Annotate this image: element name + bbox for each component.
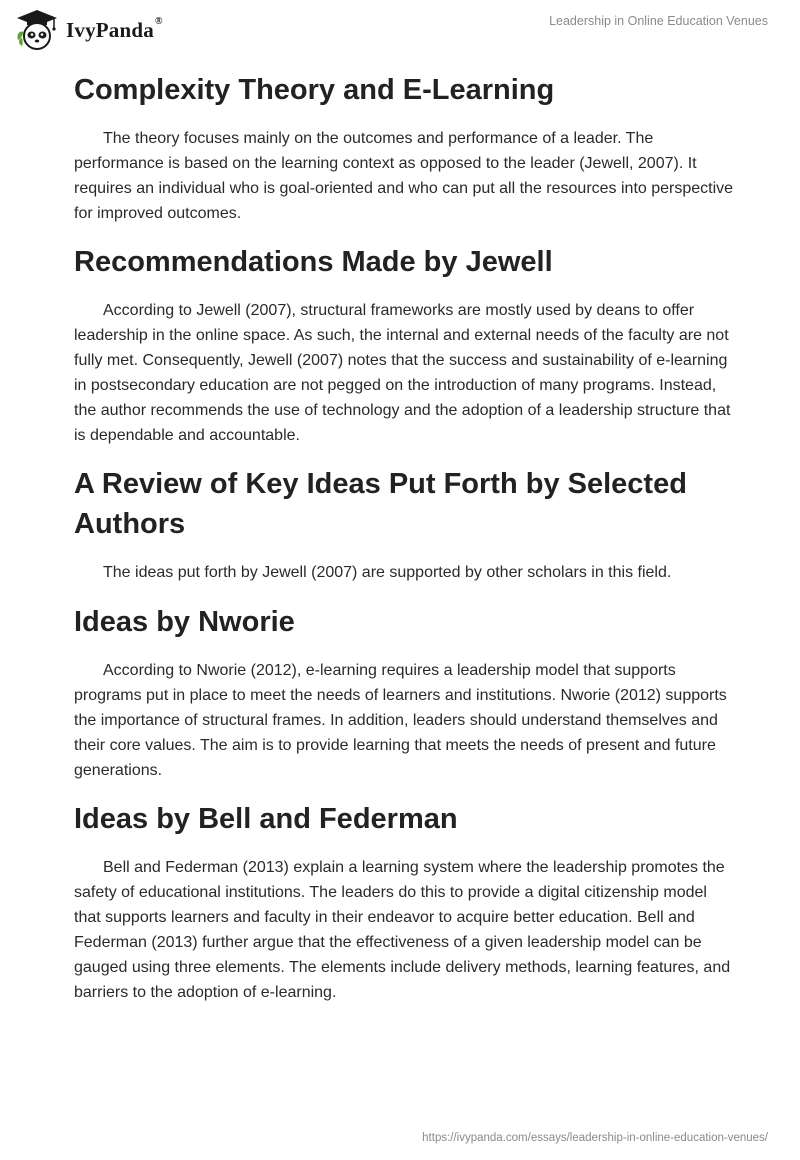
section-paragraph: Bell and Federman (2013) explain a learning system where the leadership promotes the safety of educational institutions. The leaders do this to provide a digital citizenship model that supports learners and faculty in their endeavor to acquire better education. Bell and Federman (2013) further argue that the effectiveness of a given leadership model can be gauged using three elements. The elements include delivery methods, learning features, and barriers to the adoption of e-learning.	[74, 859, 731, 1001]
section-complexity-theory	[74, 70, 734, 226]
section-ideas-bell-federman	[74, 799, 734, 1005]
section-paragraph: The ideas put forth by Jewell (2007) are supported by other scholars in this field.	[103, 564, 672, 581]
section-paragraph: The theory focuses mainly on the outcomes and performance of a leader. The performance is based on the learning context as opposed to the leader (Jewell, 2007). It requires an individual who is goal-oriented and who can put all the resources into perspective for improved outcomes.	[74, 130, 734, 222]
section-review-key-ideas	[74, 464, 734, 585]
section-ideas-nworie	[74, 602, 734, 783]
section-paragraph: According to Nworie (2012), e-learning requires a leadership model that supports programs put in place to meet the needs of learners and institutions. Nworie (2012) supports the importance of structural frames. In addition, leaders should understand themselves and their core values. The aim is to provide learning that meets the needs of present and future generations.	[74, 662, 727, 779]
brand-name	[66, 15, 163, 43]
section-recommendations-jewell	[74, 242, 734, 448]
source-url[interactable]: https://ivypanda.com/essays/leadership-in-online-education-venues/	[422, 1132, 768, 1144]
section-heading: Ideas by Bell and Federman	[74, 803, 458, 835]
essay-content	[74, 70, 734, 1005]
page-header	[0, 0, 800, 60]
section-paragraph: According to Jewell (2007), structural frameworks are mostly used by deans to offer leadership in the online space. As such, the internal and external needs of the faculty are not fully met. Consequently, Jewell (2007) notes that the success and sustainability of e-learning in postsecondary education are not pegged on the introduction of many programs. Instead, the author recommends the use of technology and the adoption of a leadership structure that is dependable and accountable.	[74, 302, 731, 444]
section-heading: Ideas by Nworie	[74, 606, 295, 638]
document-title: Leadership in Online Education Venues	[549, 14, 768, 28]
registered-mark: ®	[154, 15, 163, 27]
section-heading: Recommendations Made by Jewell	[74, 246, 553, 278]
panda-graduate-icon	[14, 8, 60, 52]
brand-text: IvyPanda	[66, 17, 154, 42]
section-heading: A Review of Key Ideas Put Forth by Selected Authors	[74, 468, 687, 540]
section-heading: Complexity Theory and E-Learning	[74, 74, 555, 106]
ivypanda-logo[interactable]	[14, 8, 163, 52]
